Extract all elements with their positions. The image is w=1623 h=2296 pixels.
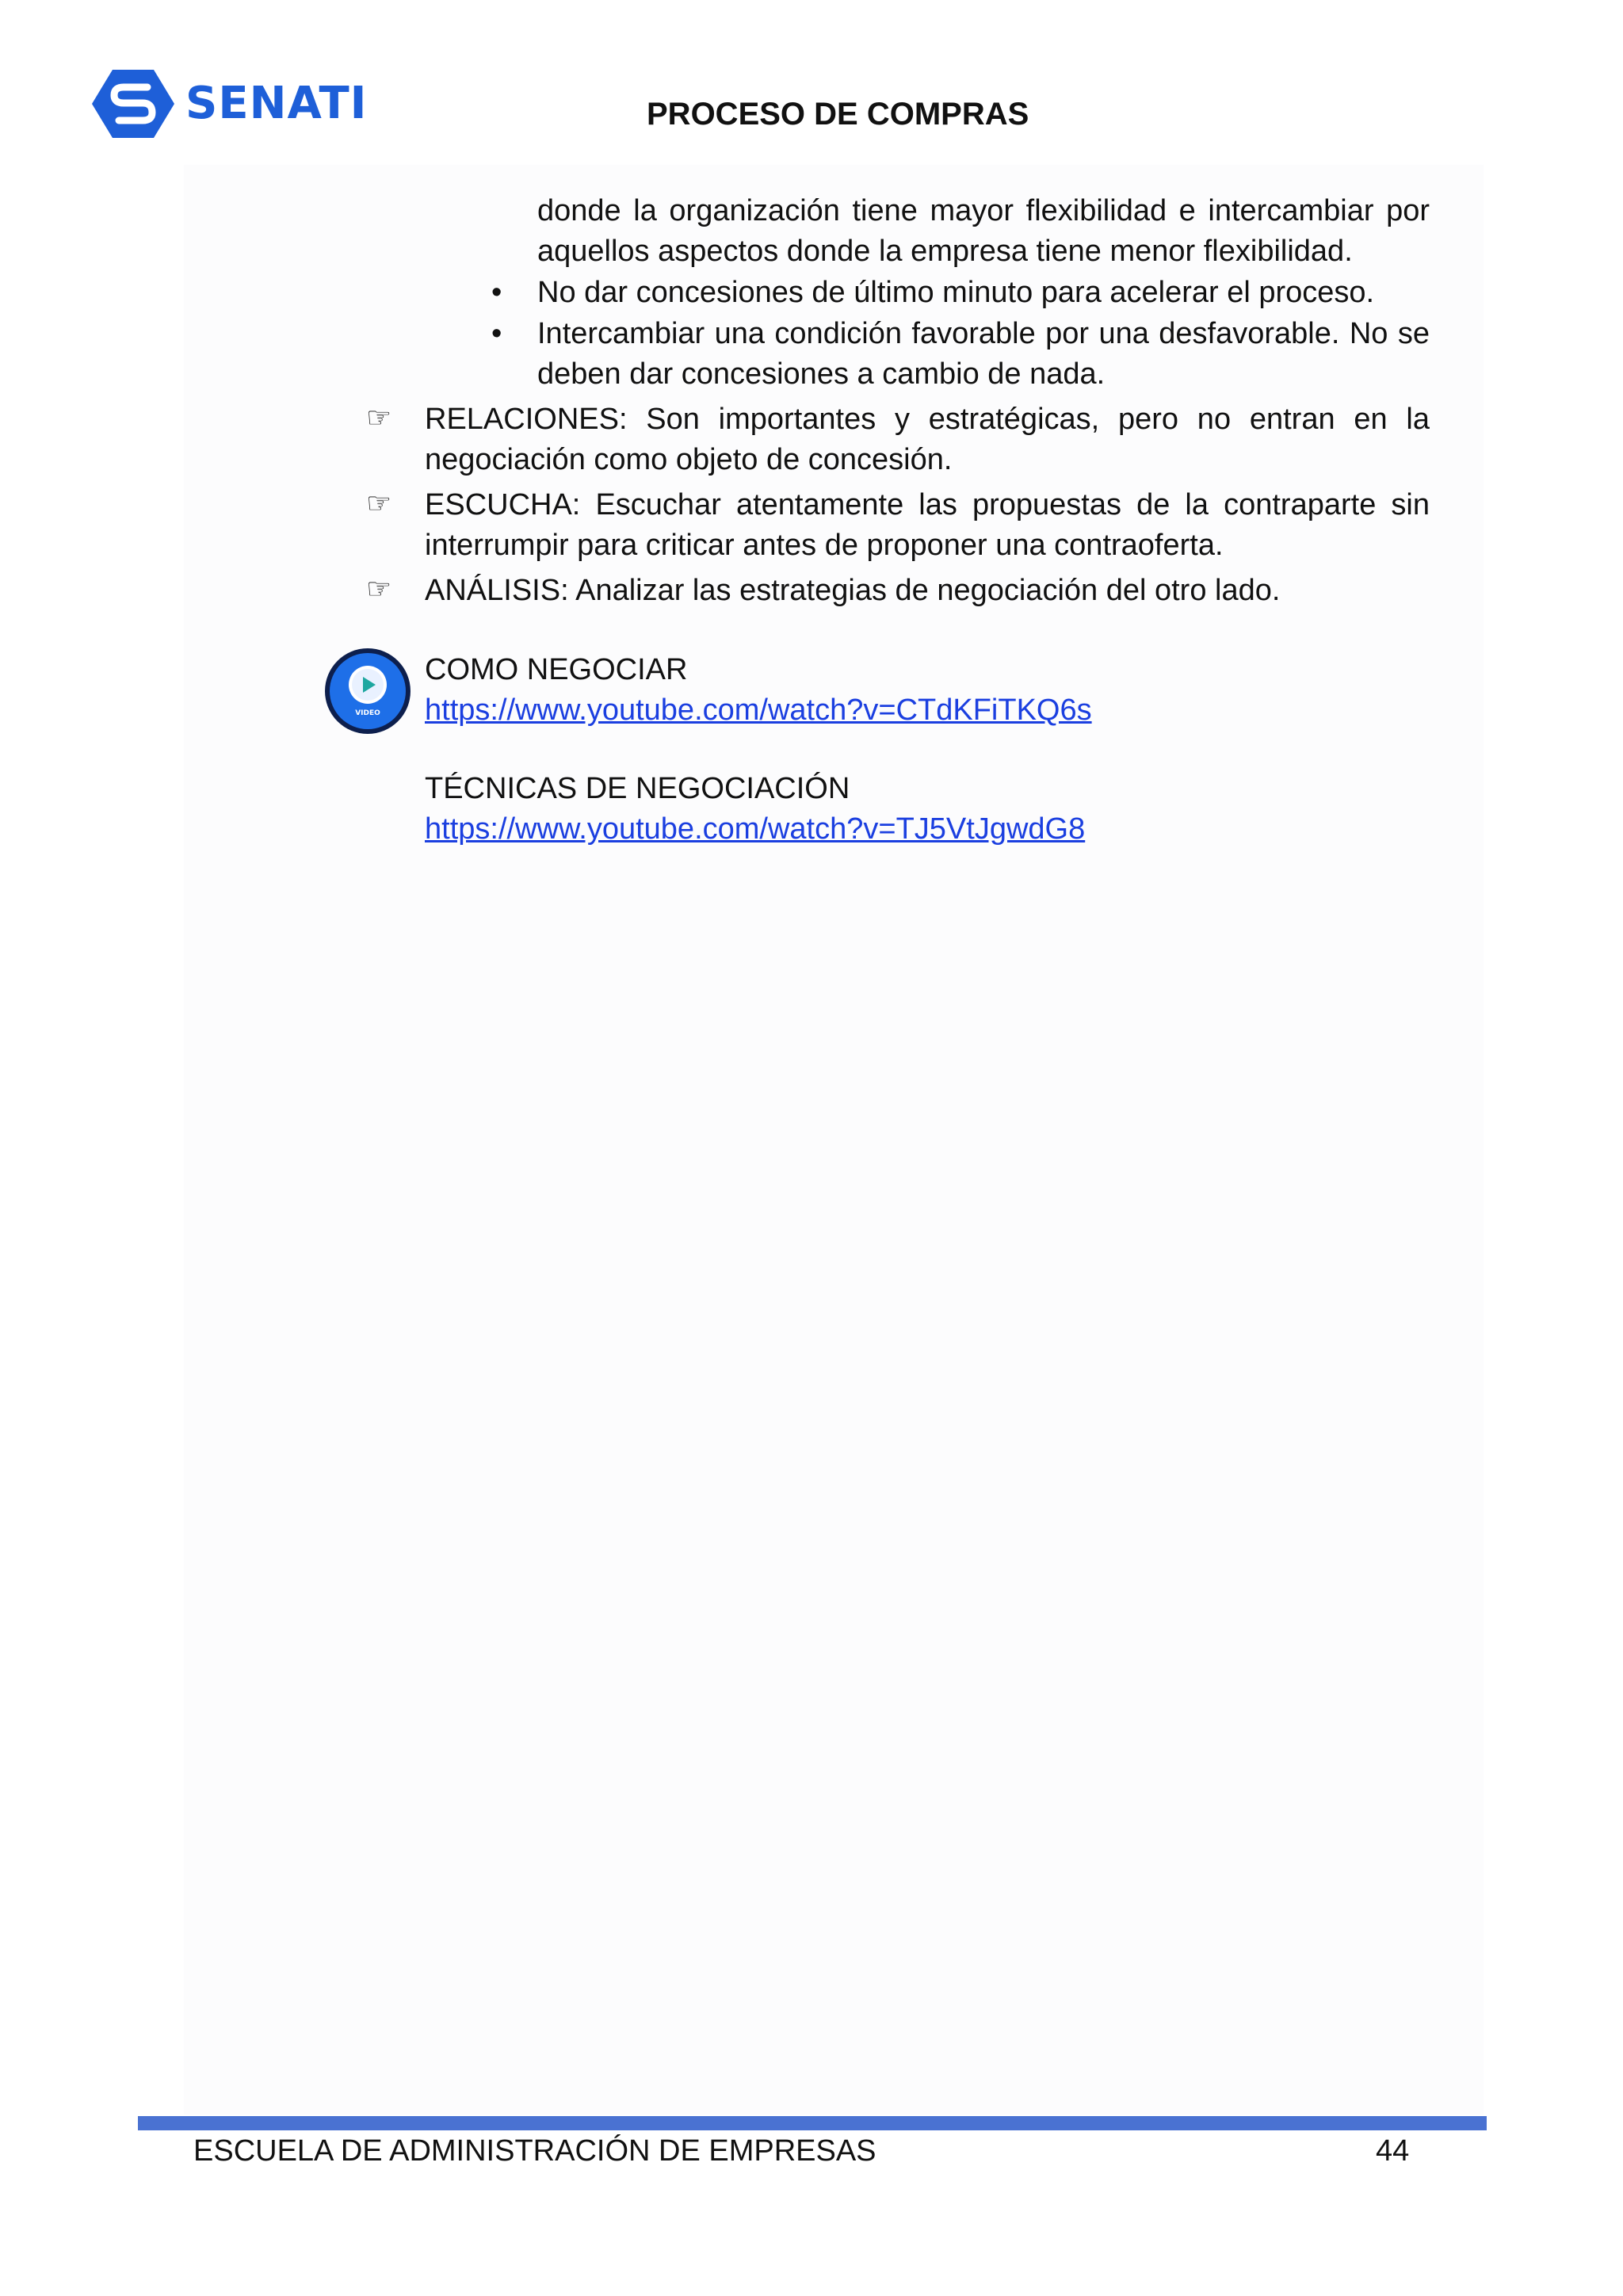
pointing-hand-icon: ☞ xyxy=(366,402,392,434)
video-title-como-negociar: COMO NEGOCIAR xyxy=(425,653,688,686)
bullet-dot: • xyxy=(491,276,502,309)
logo-text: SENATI xyxy=(185,78,368,129)
continuation-paragraph: donde la organización tiene mayor flexibilidad e intercambiar por aquellos aspectos donde la empresa tiene menor flexibilidad. xyxy=(537,194,1430,268)
pointing-hand-icon: ☞ xyxy=(366,487,392,520)
bullet-item: No dar concesiones de último minuto para acelerar el proceso. xyxy=(537,276,1375,309)
page-number: 44 xyxy=(1376,2134,1410,2168)
video-play-icon[interactable] xyxy=(323,647,412,735)
bullet-dot: • xyxy=(491,317,502,350)
video-title-tecnicas: TÉCNICAS DE NEGOCIACIÓN xyxy=(425,772,850,805)
video-link-como-negociar[interactable]: https://www.youtube.com/watch?v=CTdKFiTKQ6s xyxy=(425,693,1092,727)
footer-school-name: ESCUELA DE ADMINISTRACIÓN DE EMPRESAS xyxy=(193,2134,876,2168)
senati-logo xyxy=(92,68,367,139)
video-icon-label: VIDEO xyxy=(355,709,380,717)
senati-logo-icon xyxy=(92,68,174,139)
pointer-item-analisis: ANÁLISIS: Analizar las estrategias de negociación del otro lado. xyxy=(425,574,1281,607)
footer-bar xyxy=(138,2116,1487,2130)
pointing-hand-icon: ☞ xyxy=(366,573,392,606)
pointer-item-relaciones: RELACIONES: Son importantes y estratégicas, pero no entran en la negociación como objeto de concesión. xyxy=(425,403,1430,476)
bullet-item: Intercambiar una condición favorable por una desfavorable. No se deben dar concesiones a cambio de nada. xyxy=(537,317,1430,391)
page-header-title: PROCESO DE COMPRAS xyxy=(647,97,1029,132)
video-link-tecnicas[interactable]: https://www.youtube.com/watch?v=TJ5VtJgwdG8 xyxy=(425,812,1086,846)
pointer-item-escucha: ESCUCHA: Escuchar atentamente las propuestas de la contraparte sin interrumpir para criticar antes de proponer una contraoferta. xyxy=(425,488,1430,562)
